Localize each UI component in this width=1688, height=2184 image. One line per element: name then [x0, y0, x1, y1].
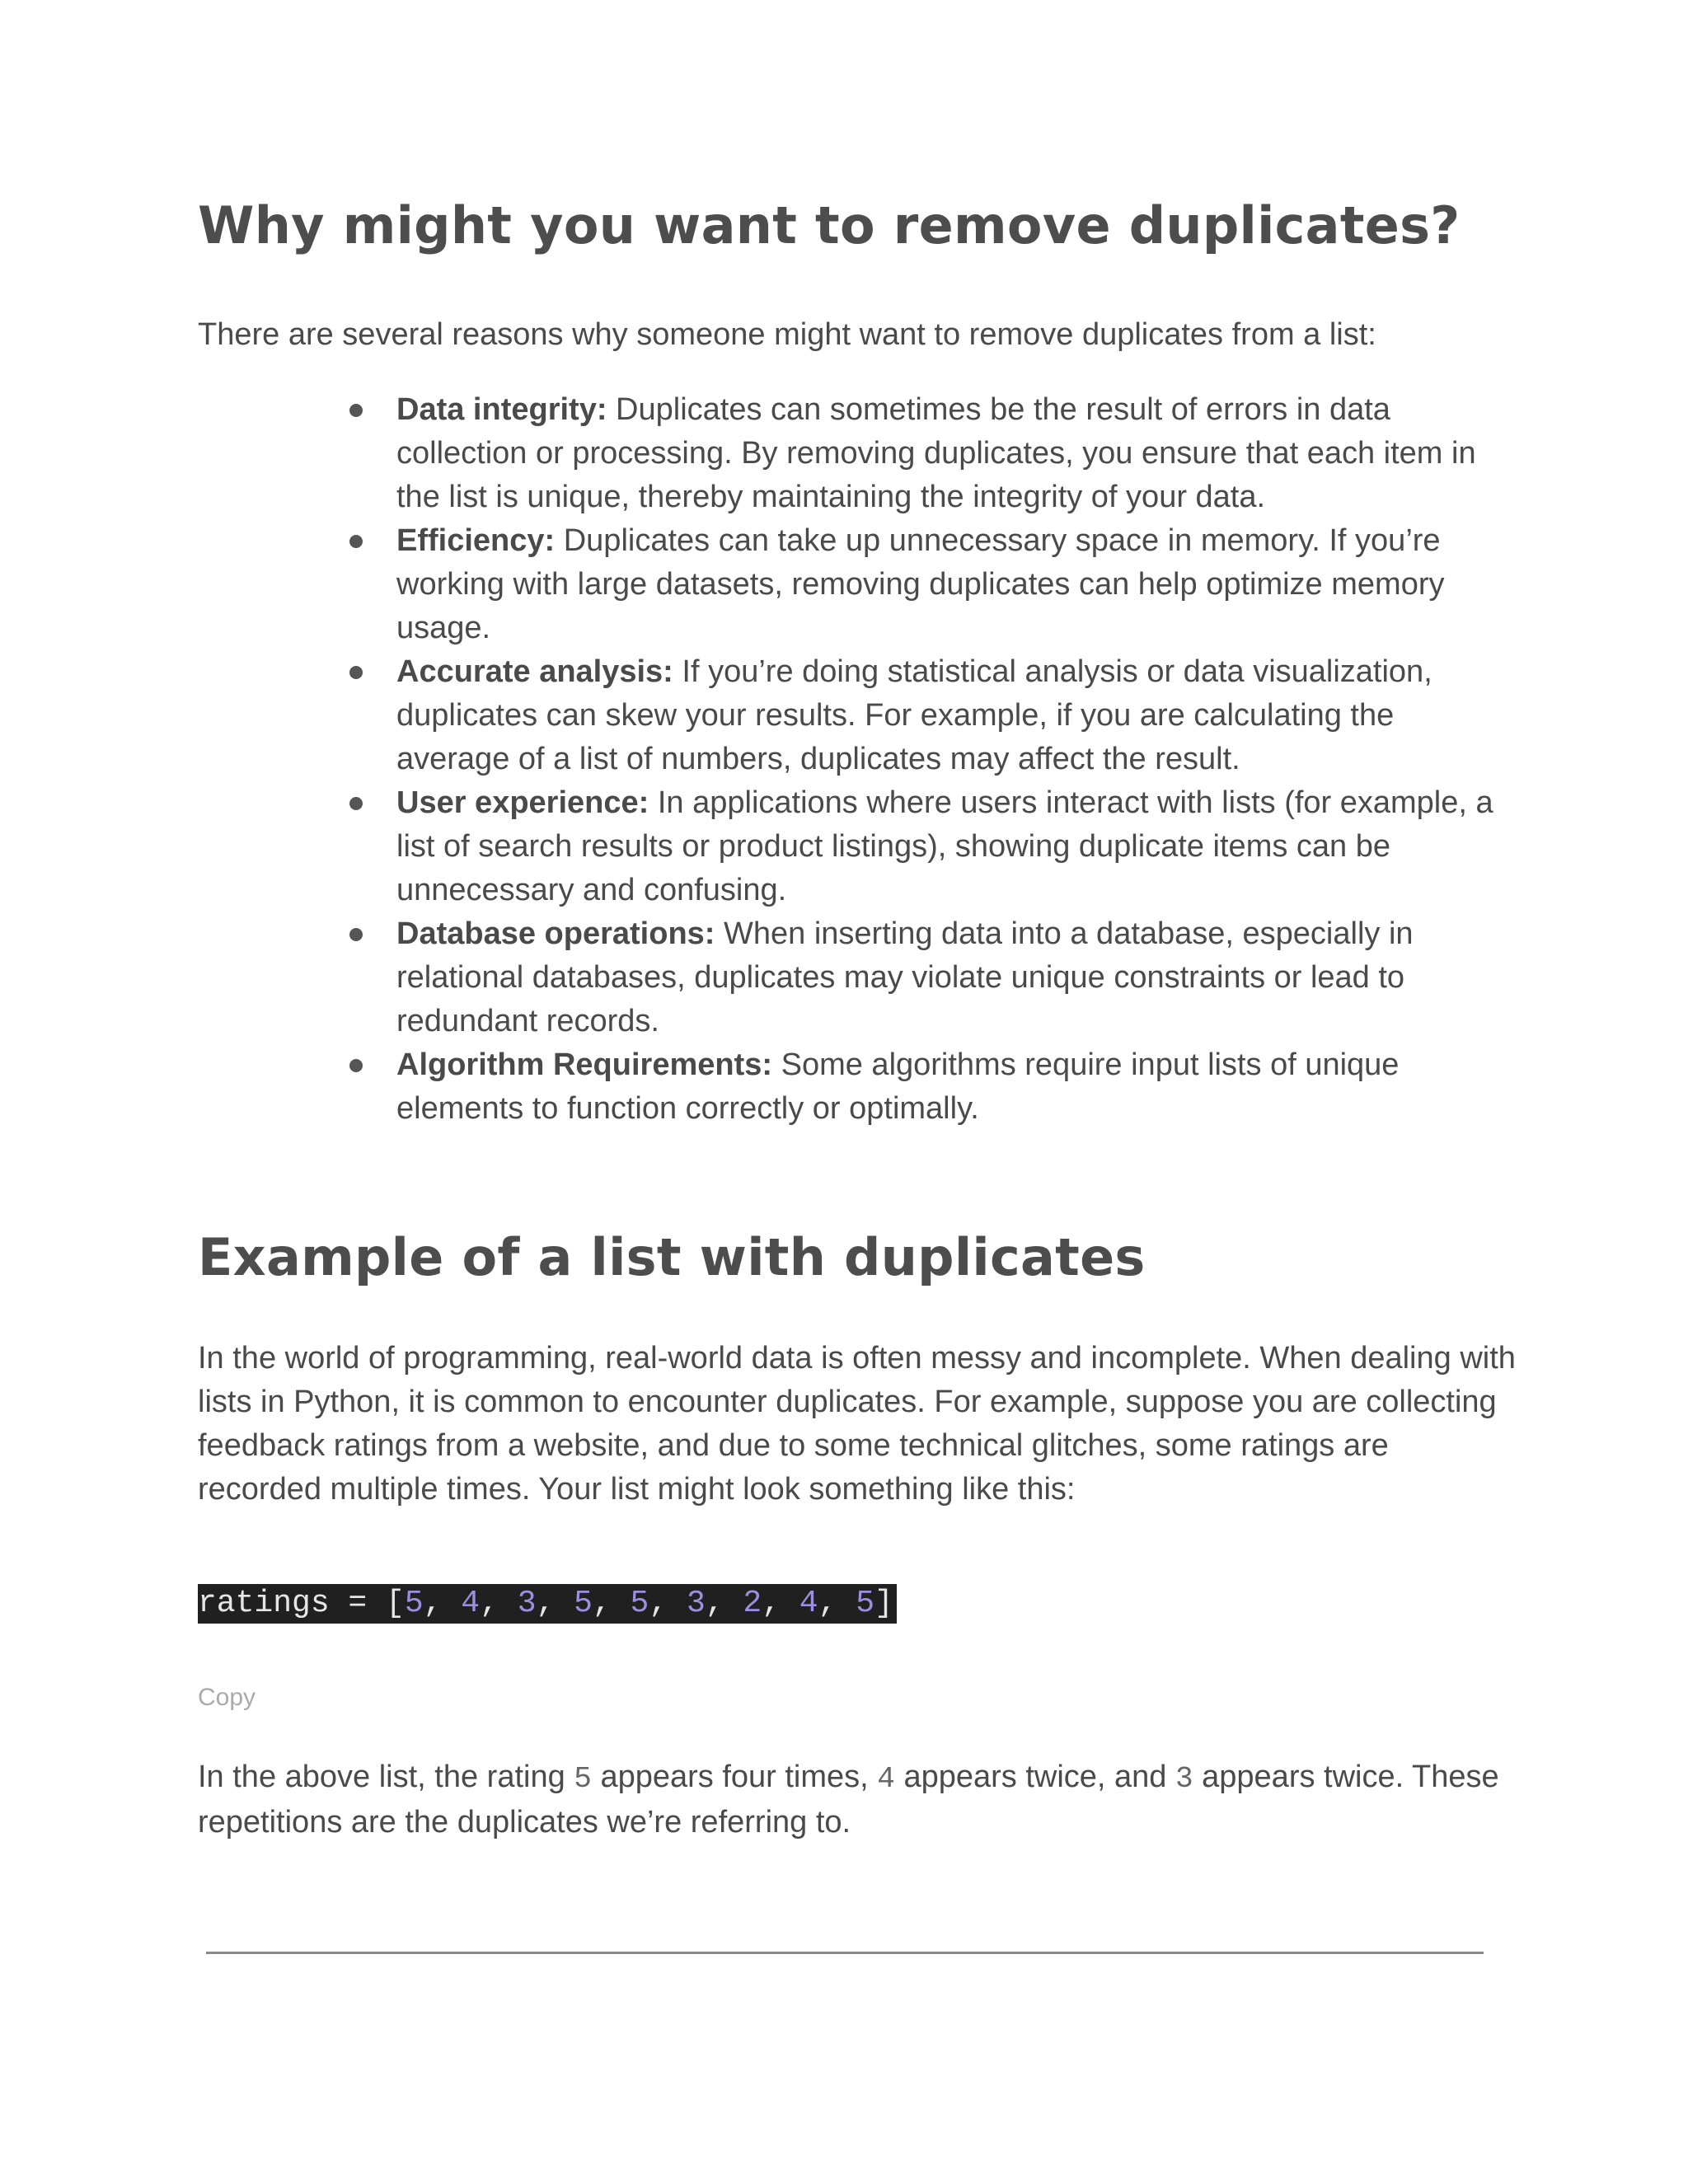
list-item — [198, 781, 1501, 912]
horizontal-divider — [206, 1952, 1484, 1954]
list-item — [198, 519, 1501, 650]
inline-code: 4 — [877, 1762, 895, 1796]
intro-paragraph: There are several reasons why someone might want to remove duplicates from a list: — [198, 317, 1376, 352]
bullet-icon — [349, 666, 363, 679]
bullet-icon — [349, 928, 363, 941]
list-item-text: Some algorithms require input lists of unique elements to function correctly or optimally. — [396, 1047, 1400, 1126]
code-number: 5 — [630, 1586, 649, 1621]
bullet-icon — [349, 1059, 363, 1072]
list-item — [198, 388, 1501, 519]
section-heading-example-list: Example of a list with duplicates — [198, 1227, 1146, 1287]
list-item — [198, 1043, 1501, 1131]
code-number: 4 — [461, 1586, 481, 1621]
code-number: 3 — [517, 1586, 537, 1621]
code-prefix: ratings = [ — [198, 1586, 405, 1621]
code-separator: , — [705, 1586, 743, 1621]
code-block — [198, 1584, 897, 1624]
code-separator: , — [818, 1586, 856, 1621]
text-run: appears twice, and — [894, 1760, 1175, 1794]
code-number: 3 — [686, 1586, 706, 1621]
code-separator: , — [536, 1586, 574, 1621]
code-separator: , — [649, 1586, 687, 1621]
list-item-term: Database operations: — [396, 916, 715, 951]
list-item-term: Algorithm Requirements: — [396, 1047, 773, 1082]
example-paragraph: In the world of programming, real-world data is often messy and incomplete. When dealing with lists in Python, it is common to encounter duplicates. For example, suppose you are collecting feedback ratings from a website, and due to some technical glitches, some ratings are recorded multiple times. Your list might look something like this: — [198, 1341, 1516, 1507]
code-separator: , — [592, 1586, 631, 1621]
list-item-text: In applications where users interact with lists (for example, a list of search results or product listings), showing duplicate items can be unnecessary and confusing. — [396, 785, 1493, 907]
reasons-list — [198, 388, 1500, 1131]
list-item-term: Accurate analysis: — [396, 654, 673, 689]
inline-code: 5 — [574, 1762, 592, 1796]
section-heading-why-remove-duplicates: Why might you want to remove duplicates? — [198, 195, 1461, 255]
text-run: In the above list, the rating — [198, 1760, 574, 1794]
code-suffix: ] — [874, 1586, 893, 1621]
code-number: 5 — [856, 1586, 875, 1621]
code-number: 5 — [404, 1586, 424, 1621]
code-separator: , — [423, 1586, 462, 1621]
list-item-text: Duplicates can take up unnecessary space in memory. If you’re working with large datasets, removing duplicates can help optimize memory usage. — [396, 523, 1445, 645]
code-number: 2 — [743, 1586, 762, 1621]
list-item-term: Efficiency: — [396, 523, 556, 558]
bullet-icon — [349, 404, 363, 417]
list-item-text: When inserting data into a database, especially in relational databases, duplicates may violate unique constraints or lead to redundant records. — [396, 916, 1414, 1038]
list-item-term: Data integrity: — [396, 392, 607, 427]
inline-code: 3 — [1175, 1762, 1193, 1796]
text-run: appears twice. These repetitions are the duplicates we’re referring to. — [198, 1760, 1499, 1840]
bullet-icon — [349, 797, 363, 810]
text-run: appears four times, — [591, 1760, 878, 1794]
list-item — [198, 650, 1501, 781]
after-code-paragraph — [198, 1755, 1517, 1844]
list-item — [198, 912, 1501, 1043]
code-number: 5 — [574, 1586, 593, 1621]
list-item-text: If you’re doing statistical analysis or data visualization, duplicates can skew your results. For example, if you are calculating the average of a list of numbers, duplicates may affect the result. — [396, 654, 1432, 776]
code-separator: , — [762, 1586, 799, 1621]
code-number: 4 — [799, 1586, 818, 1621]
code-separator: , — [480, 1586, 518, 1621]
copy-button[interactable]: Copy — [198, 1684, 256, 1711]
bullet-icon — [349, 535, 363, 548]
list-item-term: User experience: — [396, 785, 649, 820]
list-item-text: Duplicates can sometimes be the result of errors in data collection or processing. By removing duplicates, you ensure that each item in the list is unique, thereby maintaining the integrity of your data. — [396, 392, 1476, 514]
